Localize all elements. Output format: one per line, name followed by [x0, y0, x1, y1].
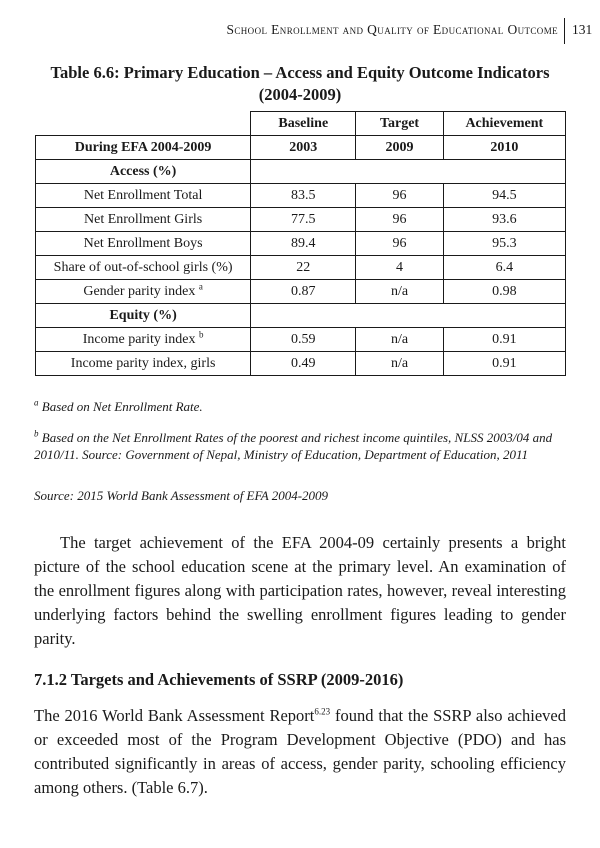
target-cell: 96 — [356, 184, 443, 208]
row-label — [36, 280, 251, 304]
section-blank — [251, 160, 566, 184]
row-label — [36, 328, 251, 352]
target-cell: 96 — [356, 208, 443, 232]
baseline-cell: 0.59 — [251, 328, 356, 352]
target-cell: n/a — [356, 280, 443, 304]
row-label: Net Enrollment Girls — [36, 208, 251, 232]
table-row — [36, 256, 566, 280]
baseline-cell: 0.87 — [251, 280, 356, 304]
table-source: Source: 2015 World Bank Assessment of EFA 2004-2009 — [34, 488, 329, 503]
header-cell — [36, 112, 251, 136]
paragraph-2-rest: found that the SSRP also achieved or exceeded most of the Program Development Objective (PDO) and has contributed significantly in areas of access, gender parity, schooling efficiency among others. (Table 6.7). — [34, 706, 566, 797]
footnote-marker: b — [198, 329, 204, 340]
page-number: 131 — [572, 22, 593, 37]
body-paragraph-2 — [34, 704, 566, 800]
row-label-text: Income parity index — [82, 332, 196, 347]
achievement-cell: 0.91 — [443, 352, 565, 376]
footnote-b-text: Based on the Net Enrollment Rates of the poorest and richest income quintiles, NLSS 2003/04 and 2010/11. Source: Government of Nepal, Ministry of Education, Department of Education, 2011 — [34, 430, 553, 462]
achievement-cell: 6.4 — [443, 256, 565, 280]
target-cell: 4 — [356, 256, 443, 280]
section-row — [36, 304, 566, 328]
section-row — [36, 160, 566, 184]
header-cell: 2003 — [251, 136, 356, 160]
target-cell: 96 — [356, 232, 443, 256]
baseline-cell: 83.5 — [251, 184, 356, 208]
header-cell: 2010 — [443, 136, 565, 160]
row-label: Income parity index, girls — [36, 352, 251, 376]
section-label: Access (%) — [36, 160, 251, 184]
header-cell: 2009 — [356, 136, 443, 160]
footnote-a-text: Based on Net Enrollment Rate. — [41, 399, 203, 414]
target-cell: n/a — [356, 352, 443, 376]
running-head — [0, 22, 600, 44]
reference-marker: 6.23 — [314, 706, 331, 717]
header-cell: During EFA 2004-2009 — [36, 136, 251, 160]
achievement-cell: 0.98 — [443, 280, 565, 304]
baseline-cell: 77.5 — [251, 208, 356, 232]
baseline-cell: 0.49 — [251, 352, 356, 376]
table-title — [30, 62, 570, 106]
outcome-indicators-table — [35, 111, 566, 376]
running-head-divider — [564, 18, 565, 44]
achievement-cell: 94.5 — [443, 184, 565, 208]
section-label: Equity (%) — [36, 304, 251, 328]
footnote-a — [34, 398, 203, 415]
table-title-line1: Table 6.6: Primary Education – Access and Equity Outcome Indicators — [50, 63, 550, 82]
footnote-b — [34, 429, 570, 463]
achievement-cell: 93.6 — [443, 208, 565, 232]
table-row — [36, 352, 566, 376]
section-blank — [251, 304, 566, 328]
footnote-a-marker: a — [34, 397, 39, 408]
table-row — [36, 280, 566, 304]
target-cell: n/a — [356, 328, 443, 352]
footnote-b-marker: b — [34, 428, 39, 439]
section-heading: 7.1.2 Targets and Achievements of SSRP (2009-2016) — [34, 670, 404, 689]
paragraph-2-start: The 2016 World Bank Assessment Report — [34, 706, 315, 725]
row-label: Share of out-of-school girls (%) — [36, 256, 251, 280]
row-label-text: Gender parity index — [83, 284, 196, 299]
table-row — [36, 184, 566, 208]
body-paragraph-1: The target achievement of the EFA 2004-09 certainly presents a bright picture of the school education scene at the primary level. An examination of the enrollment figures along with participation rates, however, reveal interesting underlying factors behind the swelling enrollment figures leading to gender parity. — [34, 533, 566, 648]
table-header-row — [36, 112, 566, 136]
running-head-title: School Enrollment and Quality of Educational Outcome — [226, 22, 558, 37]
header-cell: Baseline — [251, 112, 356, 136]
table-row — [36, 232, 566, 256]
table-row — [36, 328, 566, 352]
baseline-cell: 89.4 — [251, 232, 356, 256]
achievement-cell: 0.91 — [443, 328, 565, 352]
table-header-row — [36, 136, 566, 160]
row-label: Net Enrollment Boys — [36, 232, 251, 256]
table-row — [36, 208, 566, 232]
row-label: Net Enrollment Total — [36, 184, 251, 208]
achievement-cell: 95.3 — [443, 232, 565, 256]
header-cell: Target — [356, 112, 443, 136]
header-cell: Achievement — [443, 112, 565, 136]
baseline-cell: 22 — [251, 256, 356, 280]
table-title-line2: (2004-2009) — [258, 85, 342, 104]
footnote-marker: a — [198, 281, 203, 292]
